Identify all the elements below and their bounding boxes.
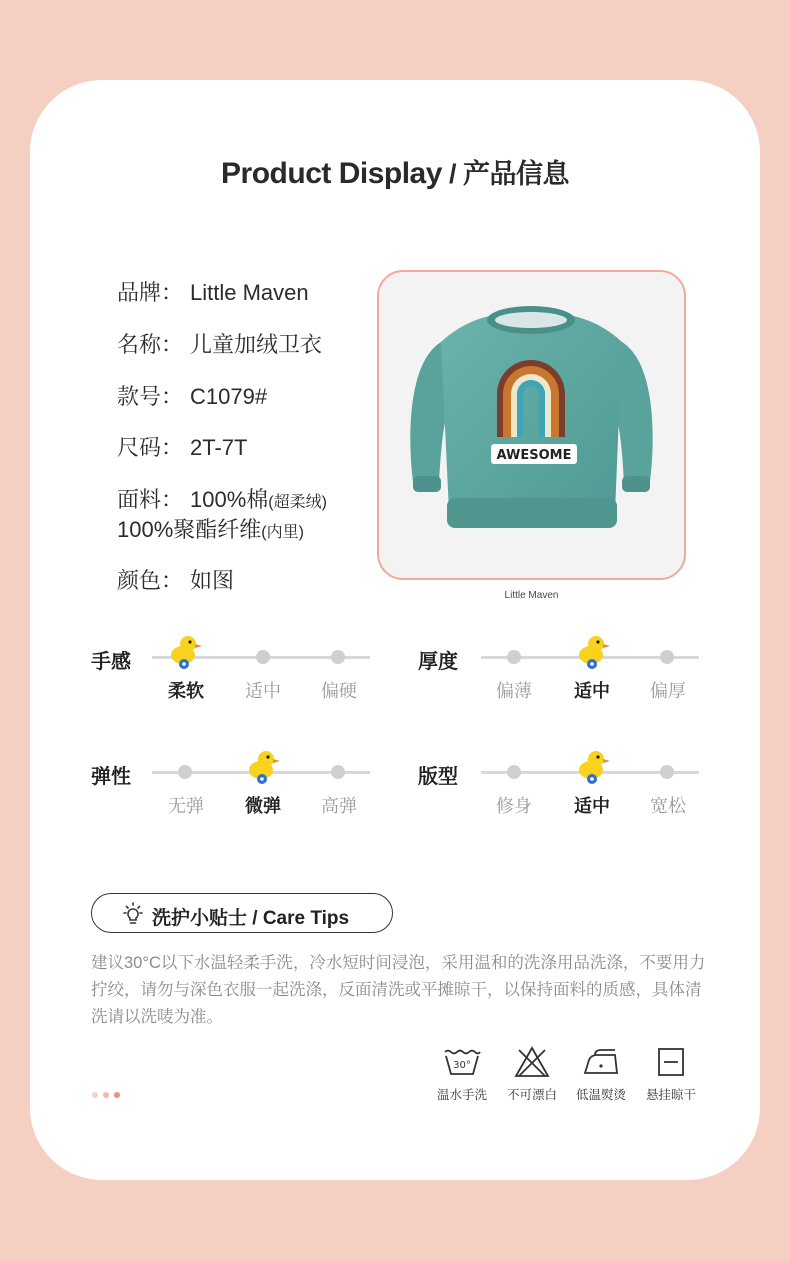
scale-elasticity-dot — [331, 765, 345, 779]
scale-fit-option: 修身 — [496, 796, 532, 816]
no-bleach-icon — [514, 1046, 550, 1078]
pager-dot — [103, 1092, 109, 1098]
low-iron — [566, 1046, 636, 1103]
hand-wash-label: 温水手洗 — [436, 1088, 487, 1102]
hand-wash — [427, 1046, 497, 1103]
scale-fit-title: 版型 — [418, 766, 458, 788]
duck-marker-icon — [576, 633, 612, 671]
title-main: Product Display — [221, 157, 442, 190]
scale-thickness-option: 偏薄 — [496, 681, 532, 701]
duck-marker-icon — [576, 748, 612, 786]
spec-brand — [117, 276, 309, 307]
scale-feel-option: 柔软 — [168, 681, 204, 701]
scale-thickness-dot — [660, 650, 674, 664]
no-bleach — [497, 1046, 567, 1103]
scale-fit-option: 宽松 — [650, 796, 686, 816]
lightbulb-icon — [121, 902, 145, 926]
hang-dry — [636, 1046, 706, 1103]
spec-color — [117, 564, 234, 595]
duck-marker-icon — [168, 633, 204, 671]
product-photo — [377, 270, 686, 580]
scale-feel-dot — [331, 650, 345, 664]
scale-fit-option: 适中 — [574, 796, 610, 816]
care-tips-pill — [91, 893, 393, 933]
spec-fabric — [117, 483, 327, 514]
scale-thickness-option: 偏厚 — [650, 681, 686, 701]
print-text: AWESOME — [496, 448, 572, 463]
spec-size-label: 尺码： — [117, 435, 184, 460]
low-iron-label: 低温熨烫 — [575, 1088, 626, 1102]
spec-name-value: 儿童加绒卫衣 — [190, 332, 323, 357]
spec-brand-label: 品牌： — [117, 280, 184, 305]
scale-feel-option: 偏硬 — [321, 681, 357, 701]
scale-elasticity-option: 无弹 — [168, 796, 204, 816]
scale-feel-title: 手感 — [91, 651, 131, 673]
scale-elasticity-option: 高弹 — [321, 796, 357, 816]
spec-fabric-value2: 100%聚酯纤维 — [117, 517, 262, 542]
hand-wash-icon — [442, 1046, 482, 1078]
page-title — [0, 152, 790, 191]
scale-fit-dot — [507, 765, 521, 779]
spec-style — [117, 380, 267, 411]
spec-size-value: 2T-7T — [190, 435, 248, 460]
duck-marker-icon — [246, 748, 282, 786]
scale-thickness-option: 适中 — [574, 681, 610, 701]
spec-fabric-value: 100%棉 — [190, 487, 269, 512]
spec-color-value: 如图 — [190, 568, 235, 593]
spec-color-label: 颜色： — [117, 568, 184, 593]
pager-dot — [92, 1092, 98, 1098]
wash-temp: 30° — [453, 1060, 471, 1071]
spec-brand-value: Little Maven — [190, 280, 309, 305]
care-instructions: 建议30°C以下水温轻柔手洗，冷水短时间浸泡，采用温和的洗涤用品洗涤，不要用力拧绞，请勿与深色衣服一起洗涤，反面清洗或平摊晾干，以保持面料的质感，具体清洗请以洗唛为准。 — [91, 954, 706, 1026]
sweater-illustration — [379, 272, 684, 578]
care-tips-label: 洗护小贴士 / Care Tips — [152, 908, 350, 929]
low-iron-icon — [581, 1046, 621, 1078]
title-sub: / 产品信息 — [441, 159, 569, 189]
spec-name-label: 名称： — [117, 332, 184, 357]
hang-dry-label: 悬挂晾干 — [645, 1088, 696, 1102]
no-bleach-label: 不可漂白 — [506, 1088, 557, 1102]
spec-style-label: 款号： — [117, 384, 184, 409]
photo-caption: Little Maven — [504, 590, 559, 601]
scale-elasticity-dot — [178, 765, 192, 779]
scale-fit-dot — [660, 765, 674, 779]
spec-fabric-label: 面料： — [117, 487, 184, 512]
spec-size — [117, 431, 247, 462]
spec-name — [117, 328, 322, 359]
scale-elasticity-option: 微弹 — [245, 796, 281, 816]
hang-dry-icon — [655, 1046, 687, 1078]
spec-fabric-note: (超柔绒) — [268, 494, 327, 511]
spec-fabric-lining — [117, 513, 304, 544]
scale-elasticity-title: 弹性 — [91, 766, 131, 788]
scale-feel-dot — [256, 650, 270, 664]
spec-fabric-note2: (内里) — [261, 524, 304, 541]
spec-style-value: C1079# — [190, 384, 268, 409]
scale-feel-option: 适中 — [245, 681, 281, 701]
scale-thickness-title: 厚度 — [418, 651, 458, 673]
pager-dot — [114, 1092, 120, 1098]
scale-thickness-dot — [507, 650, 521, 664]
